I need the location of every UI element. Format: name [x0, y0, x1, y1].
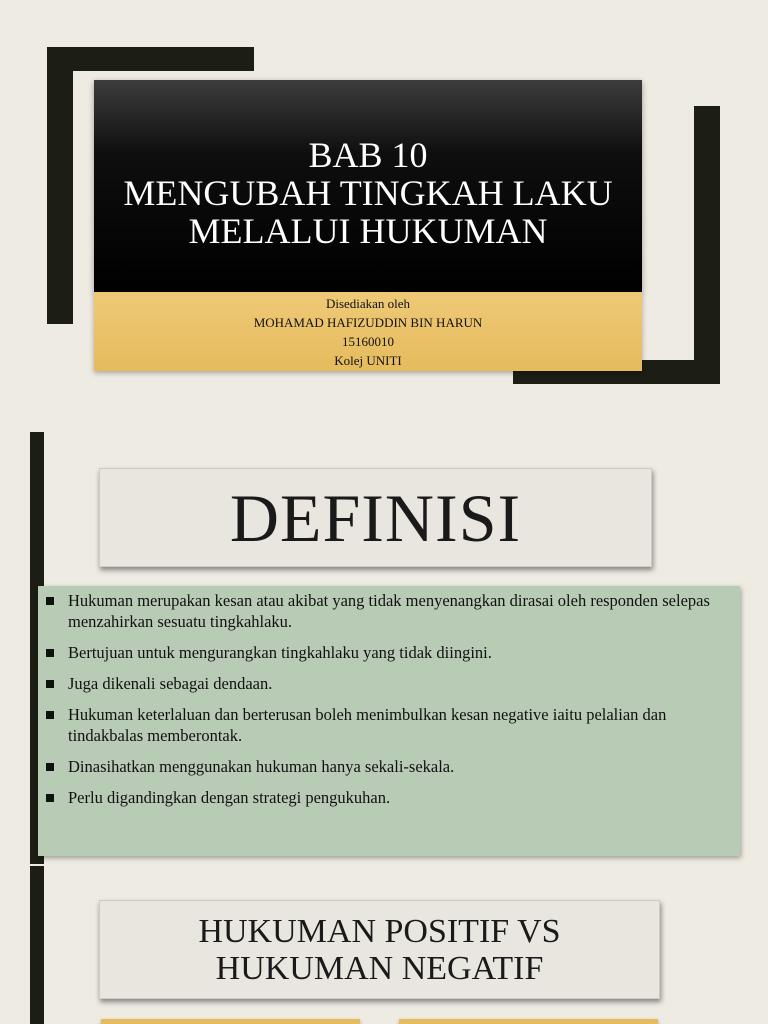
title-box — [94, 80, 642, 292]
bullet-text: Hukuman merupakan kesan atau akibat yang tidak menyenangkan dirasai oleh responden selepas menzahirkan sesuatu tingkahlaku. — [68, 591, 710, 631]
bullet-item — [46, 787, 734, 808]
definition-bullet-list — [46, 590, 734, 808]
left-accent-bar — [30, 866, 44, 1024]
title-line-2: MENGUBAH TINGKAH LAKU — [123, 173, 613, 213]
comparison-title-line-1: HUKUMAN POSITIF VS — [198, 912, 561, 950]
bullet-text: Bertujuan untuk mengurangkan tingkahlaku yang tidak diingini. — [68, 643, 492, 662]
comparison-title-line-2: HUKUMAN NEGATIF — [215, 949, 544, 987]
square-bullet-icon — [46, 711, 54, 719]
bullet-item — [46, 673, 734, 694]
right-gold-card — [399, 1019, 658, 1024]
bullet-item — [46, 756, 734, 777]
square-bullet-icon — [46, 763, 54, 771]
bullet-text: Juga dikenali sebagai dendaan. — [68, 674, 273, 693]
author-info-box — [94, 292, 642, 371]
square-bullet-icon — [46, 597, 54, 605]
bullet-item — [46, 704, 734, 746]
bullet-text: Perlu digandingkan dengan strategi pengukuhan. — [68, 788, 391, 807]
prepared-by-label: Disediakan oleh — [325, 295, 411, 311]
bullet-text: Dinasihatkan menggunakan hukuman hanya sekali-sekala. — [68, 757, 455, 776]
definition-slide — [0, 432, 768, 864]
square-bullet-icon — [46, 649, 54, 657]
title-slide — [0, 0, 768, 410]
definition-bullet-panel — [38, 586, 740, 856]
frame-bar-top-left-vertical — [47, 47, 73, 324]
definition-title: DEFINISI — [229, 479, 522, 556]
left-gold-card — [101, 1019, 360, 1024]
title-line-chapter: BAB 10 — [308, 135, 428, 175]
bullet-item — [46, 642, 734, 663]
definition-heading-box — [99, 468, 652, 567]
square-bullet-icon — [46, 680, 54, 688]
student-id: 15160010 — [342, 333, 394, 349]
institution-name: Kolej UNITI — [334, 352, 402, 368]
square-bullet-icon — [46, 794, 54, 802]
bullet-item — [46, 590, 734, 632]
bullet-text: Hukuman keterlaluan dan berterusan boleh menimbulkan kesan negative iaitu pelalian dan tindakbalas memberontak. — [68, 705, 667, 745]
title-line-3: MELALUI HUKUMAN — [188, 211, 548, 251]
comparison-heading-box — [99, 900, 660, 999]
comparison-slide — [0, 866, 768, 1024]
frame-bar-right-vertical — [694, 106, 720, 384]
author-name: MOHAMAD HAFIZUDDIN BIN HARUN — [253, 314, 483, 330]
frame-bar-top-left-horizontal — [47, 47, 254, 71]
